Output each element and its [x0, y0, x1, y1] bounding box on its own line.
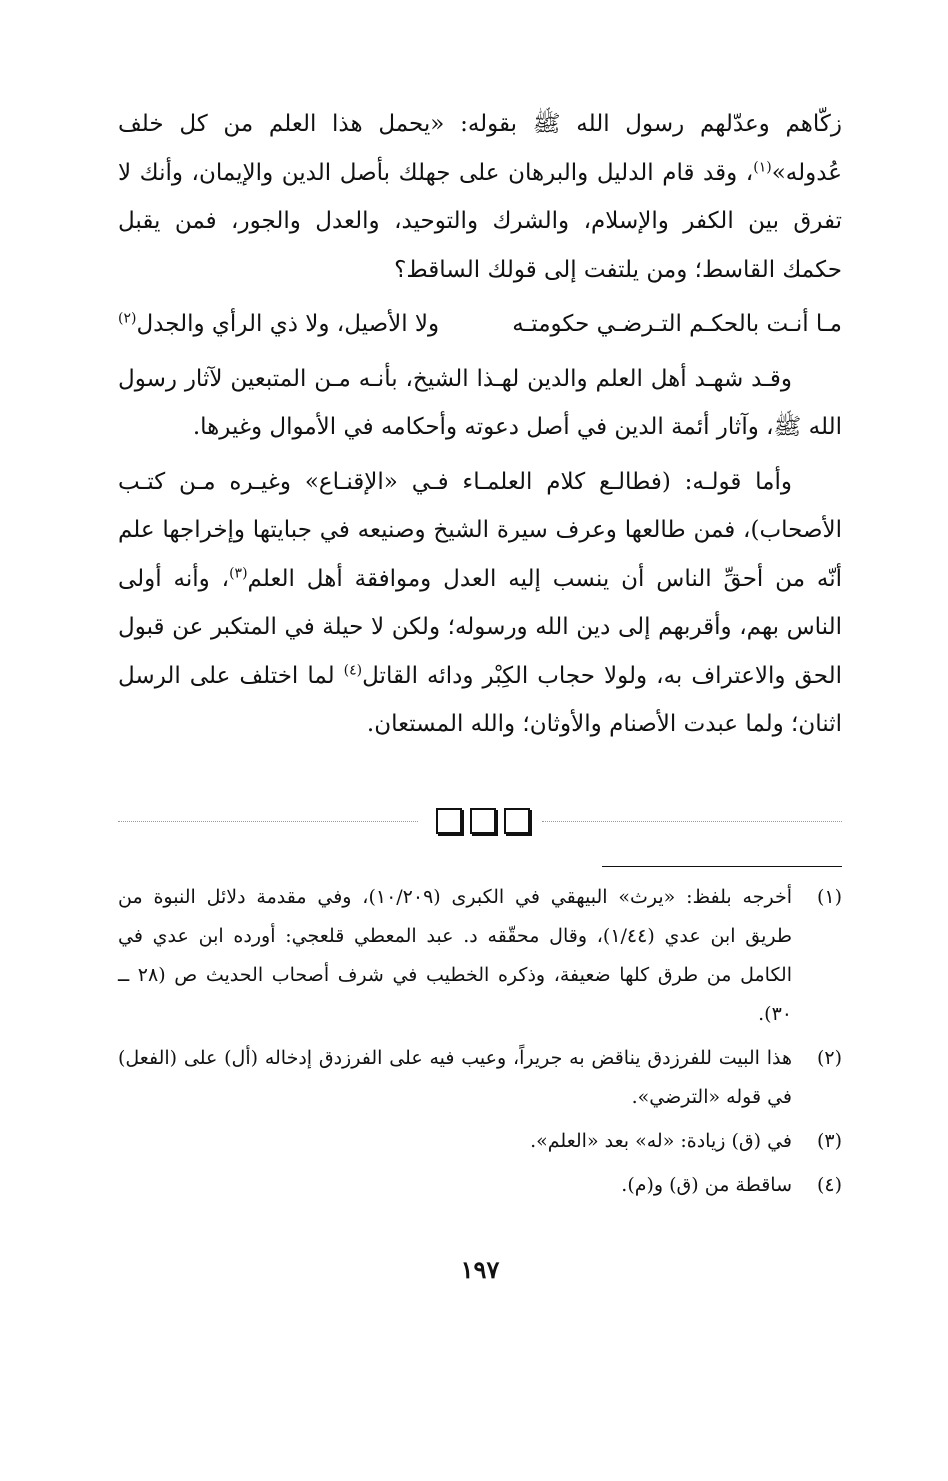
paragraph-3-part-b: ، وأنه أولى الناس بهم، وأقربهم إلى دين الله ورسوله؛ ولكن لا حيلة في المتكبر عن قبول الحق والاعتراف به، ولولا حجاب الكِبْر ودائه القاتل	[118, 565, 842, 689]
divider-boxes	[436, 808, 530, 834]
footnote-text: في (ق) زيادة: «له» بعد «العلم».	[530, 1130, 792, 1152]
paragraph-3-part-a: وأما قولـه: (فطالـع كلام العلمـاء فـي «الإقنـاع» وغيـره مـن كتـب الأصحاب)، فمن طالعها وعرف سيرة الشيخ وصنيعه في جبايتها وإخراجها علم أنّه من أحقِّ الناس أن ينسب إليه العدل وموافقة أهل العلم	[118, 468, 842, 592]
paragraph-3	[118, 458, 842, 749]
paragraph-1-text: زكّاهم وعدّلهم رسول الله ﷺ بقوله: «يحمل هذا العلم من كل خلف عُدوله»	[118, 111, 843, 186]
footnote-4	[118, 1166, 842, 1205]
footnote-ref-2: (٢)	[118, 310, 137, 327]
footnote-text: هذا البيت للفرزدق يناقض به جريراً، وعيب فيه على الفرزدق إدخاله (أل) على (الفعل) في قوله «الترضي».	[118, 1047, 792, 1108]
footnotes	[118, 878, 842, 1210]
footnote-text: ساقطة من (ق) و(م).	[621, 1174, 792, 1196]
footnote-number: (٣)	[816, 1130, 842, 1152]
paragraph-1	[118, 100, 842, 294]
divider-dots-left	[118, 821, 418, 822]
page-number: ١٩٧	[460, 1255, 500, 1284]
footnote-text: أخرجه بلفظ: «يرث» البيهقي في الكبرى (١٠/٢٠٩)، وفي مقدمة دلائل النبوة من طريق ابن عدي (١/٤٤)، وقال محقّقه د. عبد المعطي قلعجي: أورده ابن عدي في الكامل من طرق كلها ضعيفة، وذكره الخطيب في شرف أصحاب الحديث ص (٢٨ ــ ٣٠).	[118, 886, 793, 1025]
section-divider	[118, 808, 842, 838]
footnote-number: (٢)	[816, 1047, 842, 1069]
footnote-ref-4: (٤)	[343, 661, 363, 678]
square-ornament-icon	[470, 808, 496, 834]
divider-dots-right	[542, 821, 842, 822]
book-page	[118, 0, 842, 1481]
footnote-1	[118, 878, 842, 1034]
footnote-ref-3: (٣)	[229, 564, 248, 581]
footnote-number: (١)	[816, 886, 842, 908]
footnote-2	[118, 1039, 842, 1117]
footnote-rule	[602, 866, 842, 867]
poem-hemistich-left-wrap	[118, 300, 439, 349]
paragraph-1-rest: ، وقد قام الدليل والبرهان على جهلك بأصل الدين والإيمان، وأنك لا تفرق بين الكفر والإسلام، والشرك والتوحيد، والعدل والجور، فمن يقبل حكمك القاسط؛ ومن يلتفت إلى قولك الساقط؟	[118, 159, 842, 283]
paragraph-3-part-c: لما اختلف على الرسل اثنان؛ ولما عبدت الأصنام والأوثان؛ والله المستعان.	[118, 662, 842, 737]
footnote-3	[118, 1122, 842, 1161]
square-ornament-icon	[504, 808, 530, 834]
square-ornament-icon	[436, 808, 462, 834]
poem-hemistich-right: مـا أنـت بالحكـم التـرضـي حكومتـه	[512, 311, 842, 337]
footnote-ref-1: (١)	[753, 158, 772, 175]
poem-hemistich-left: ولا الأصيل، ولا ذي الرأي والجدل	[136, 311, 440, 337]
footnote-number: (٤)	[816, 1174, 842, 1196]
main-text	[118, 100, 842, 749]
paragraph-2: وقـد شهـد أهل العلم والدين لهـذا الشيخ، بأنـه مـن المتبعين لآثار رسول الله ﷺ، وآثار أئمة الدين في أصل دعوته وأحكامه في الأموال وغيرها.	[118, 365, 842, 440]
poem-verse	[118, 300, 842, 349]
